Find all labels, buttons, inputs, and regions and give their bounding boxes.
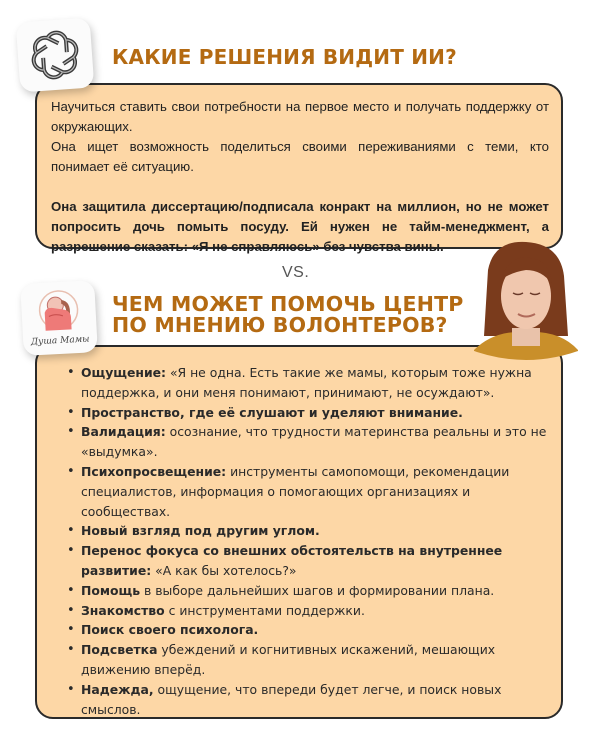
list-item: • Ощущение: «Я не одна. Есть такие же мамы, которым тоже нужна поддержка, и они меня понимают, принимают, не осуждают». — [67, 363, 547, 403]
ai-paragraph-2: Она ищет возможность поделиться своими переживаниями с теми, кто понимает её ситуацию. — [51, 139, 549, 174]
center-help-list — [67, 363, 547, 719]
list-item: • Помощь в выборе дальнейших шагов и формировании плана. — [67, 581, 547, 601]
list-item: • Перенос фокуса со внешних обстоятельств на внутреннее развитие: «А как бы хотелось?» — [67, 541, 547, 581]
ai-paragraph-bold: Она защитила диссертацию/подписала конракт на миллион, но не может попросить дочь помыть посуду. Ей нужен не тайм-менеджмент, а разрешение сказать: «Я не справляюсь» без чувства вины. — [51, 199, 549, 254]
list-item: • Пространство, где её слушают и уделяют внимание. — [67, 403, 547, 423]
list-item: • Подсветка убеждений и когнитивных искажений, мешающих движению вперёд. — [67, 640, 547, 680]
list-item: • Новый взгляд под другим углом. — [67, 521, 547, 541]
list-item: • Психопросвещение: инструменты самопомощи, рекомендации специалистов, информация о помогающих организациях и сообществах. — [67, 462, 547, 521]
ai-section-title: КАКИЕ РЕШЕНИЯ ВИДИТ ИИ? — [112, 45, 457, 69]
dusha-mamy-logo-tile — [20, 280, 98, 356]
list-item: • Валидация: осознание, что трудности материнства реальны и это не «выдумка». — [67, 422, 547, 462]
woman-portrait-image — [466, 240, 586, 362]
vs-label: VS. — [282, 264, 310, 281]
center-help-box — [35, 345, 563, 719]
list-item: • Надежда, ощущение, что впереди будет легче, и поиск новых смыслов. — [67, 680, 547, 720]
dusha-mamy-caption: Душа Мамы — [30, 334, 90, 348]
list-item: • Знакомство с инструментами поддержки. — [67, 601, 547, 621]
openai-logo-tile — [16, 18, 95, 93]
center-section-title: ЧЕМ МОЖЕТ ПОМОЧЬ ЦЕНТР ПО МНЕНИЮ ВОЛОНТЕРОВ? — [112, 292, 464, 337]
dusha-mamy-logo-icon — [34, 289, 84, 335]
ai-solutions-box — [35, 83, 563, 254]
openai-logo-icon — [26, 26, 84, 84]
ai-paragraph-1: Научиться ставить свои потребности на первое место и получать поддержку от окружающих. — [51, 99, 549, 134]
list-item: • Поиск своего психолога. — [67, 620, 547, 640]
